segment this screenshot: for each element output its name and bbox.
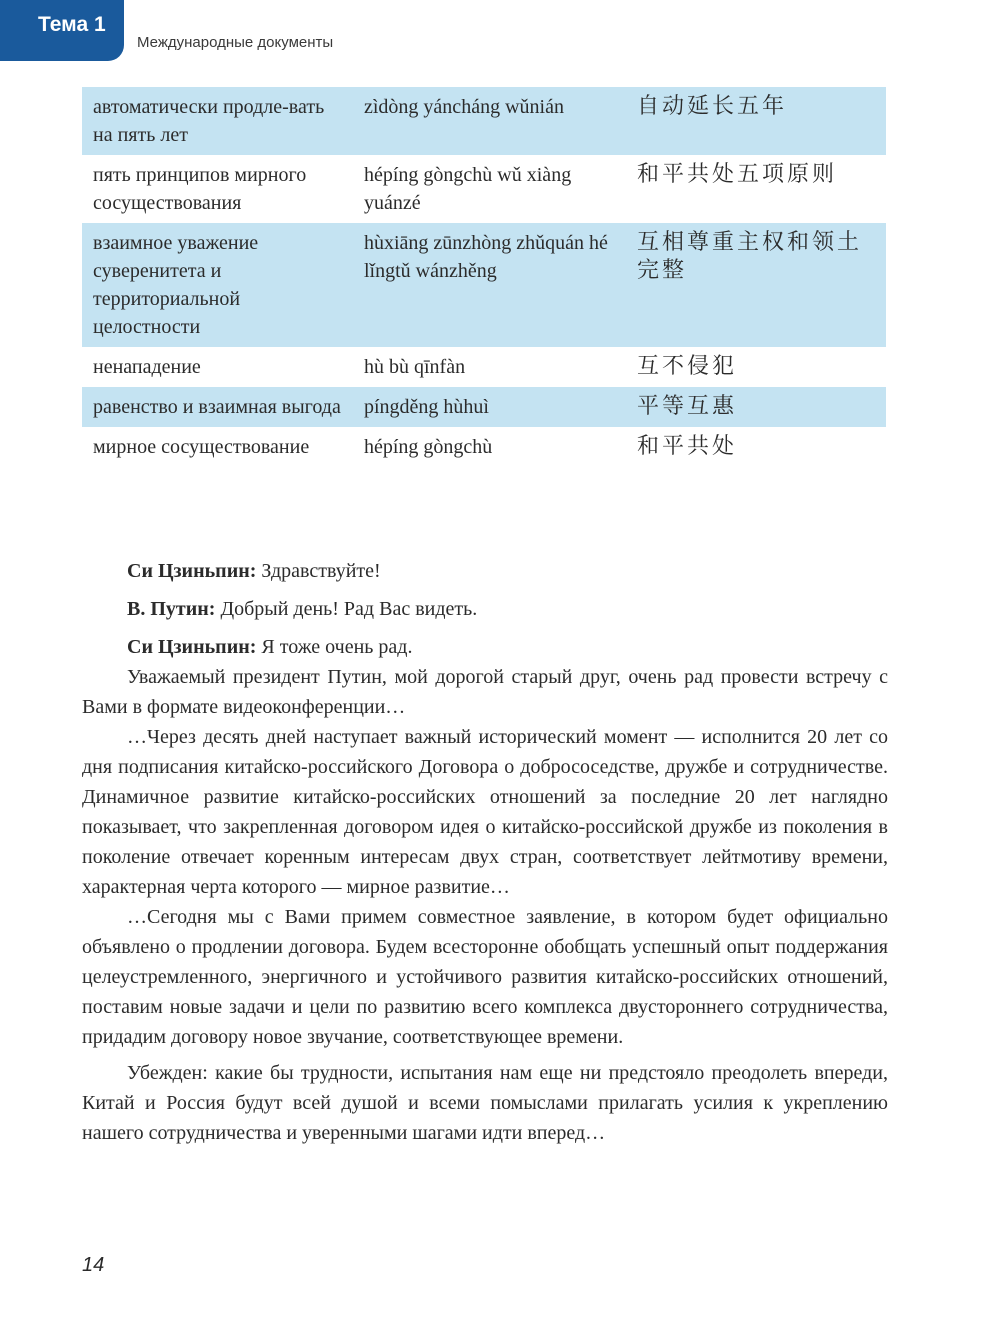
russian-term: взаимное уважение суверенитета и территориальной целостности <box>82 223 351 347</box>
chinese-term: 和平共处五项原则 <box>623 155 886 223</box>
russian-term: равенство и взаимная выгода <box>82 387 351 427</box>
russian-term: мирное сосуществование <box>82 427 351 467</box>
chinese-term: 互相尊重主权和领土完整 <box>623 223 886 347</box>
table-row <box>82 387 886 427</box>
paragraph: …Сегодня мы с Вами примем совместное заявление, в котором будет официально объявлено о продлении договора. Будем всесторонне обобщать успешный опыт поддержания целеустремленного, энергичного и устойчивого развития китайско-российских отношений, поставим новые задачи и цели по развитию всего комплекса двустороннего сотрудничества, придадим договору новое звучание, соответствующее времени. <box>82 906 888 1048</box>
chapter-subtitle: Международные документы <box>137 34 334 51</box>
table-row <box>82 223 886 347</box>
table-row <box>82 427 886 467</box>
pinyin-term: zìdòng yáncháng wǔnián <box>351 87 623 155</box>
dialogue-line <box>82 632 888 662</box>
speaker-name: Си Цзиньпин: <box>127 636 257 658</box>
paragraph: Уважаемый президент Путин, мой дорогой старый друг, очень рад провести встречу с Вами в формате видеоконференции… <box>82 666 888 718</box>
speaker-name: В. Путин: <box>127 598 216 620</box>
chinese-term: 自动延长五年 <box>623 87 886 155</box>
chinese-term: 平等互惠 <box>623 387 886 427</box>
paragraph: …Через десять дней наступает важный исторический момент — исполнится 20 лет со дня подписания китайско-российского Договора о добрососедстве, дружбе и сотрудничестве. Динамичное развитие китайско-российских отношений за последние 20 лет наглядно показывает, что закрепленная договором идея о китайско-российской дружбе из поколения в поколение отвечает коренным интересам двух стран, соответствует лейтмотиву времени, характерная черта которого — мирное развитие… <box>82 726 888 898</box>
page-number: 14 <box>82 1254 105 1276</box>
pinyin-term: hùxiāng zūnzhòng zhǔquán hé lǐngtǔ wánzhěng <box>351 223 623 347</box>
dialogue-utterance: Я тоже очень рад. <box>256 636 413 658</box>
vocabulary-table <box>82 87 886 467</box>
table-row <box>82 347 886 387</box>
pinyin-term: hépíng gòngchù <box>351 427 623 467</box>
chapter-tab <box>0 0 124 61</box>
speaker-name: Си Цзиньпин: <box>127 560 257 582</box>
dialogue-line <box>82 594 888 624</box>
pinyin-term: hépíng gòngchù wǔ xiàng yuánzé <box>351 155 623 223</box>
russian-term: пять принципов мирного сосуществования <box>82 155 351 223</box>
dialogue-utterance: Добрый день! Рад Вас видеть. <box>215 598 478 620</box>
paragraph: Убежден: какие бы трудности, испытания нам еще ни предстояло преодолеть впереди, Китай и Россия будут всей душой и всеми помыслами прилагать усилия к укреплению нашего сотрудничества и уверенными шагами идти вперед… <box>82 1062 888 1144</box>
table-row <box>82 87 886 155</box>
russian-term: автоматически продле-вать на пять лет <box>82 87 351 155</box>
chapter-tab-label: Тема 1 <box>38 13 106 36</box>
dialogue-text <box>82 556 888 1148</box>
pinyin-term: píngděng hùhuì <box>351 387 623 427</box>
dialogue-utterance: Здравствуйте! <box>256 560 381 582</box>
chinese-term: 互不侵犯 <box>623 347 886 387</box>
dialogue-line <box>82 556 888 586</box>
pinyin-term: hù bù qīnfàn <box>351 347 623 387</box>
russian-term: ненападение <box>82 347 351 387</box>
chinese-term: 和平共处 <box>623 427 886 467</box>
table-row <box>82 155 886 223</box>
